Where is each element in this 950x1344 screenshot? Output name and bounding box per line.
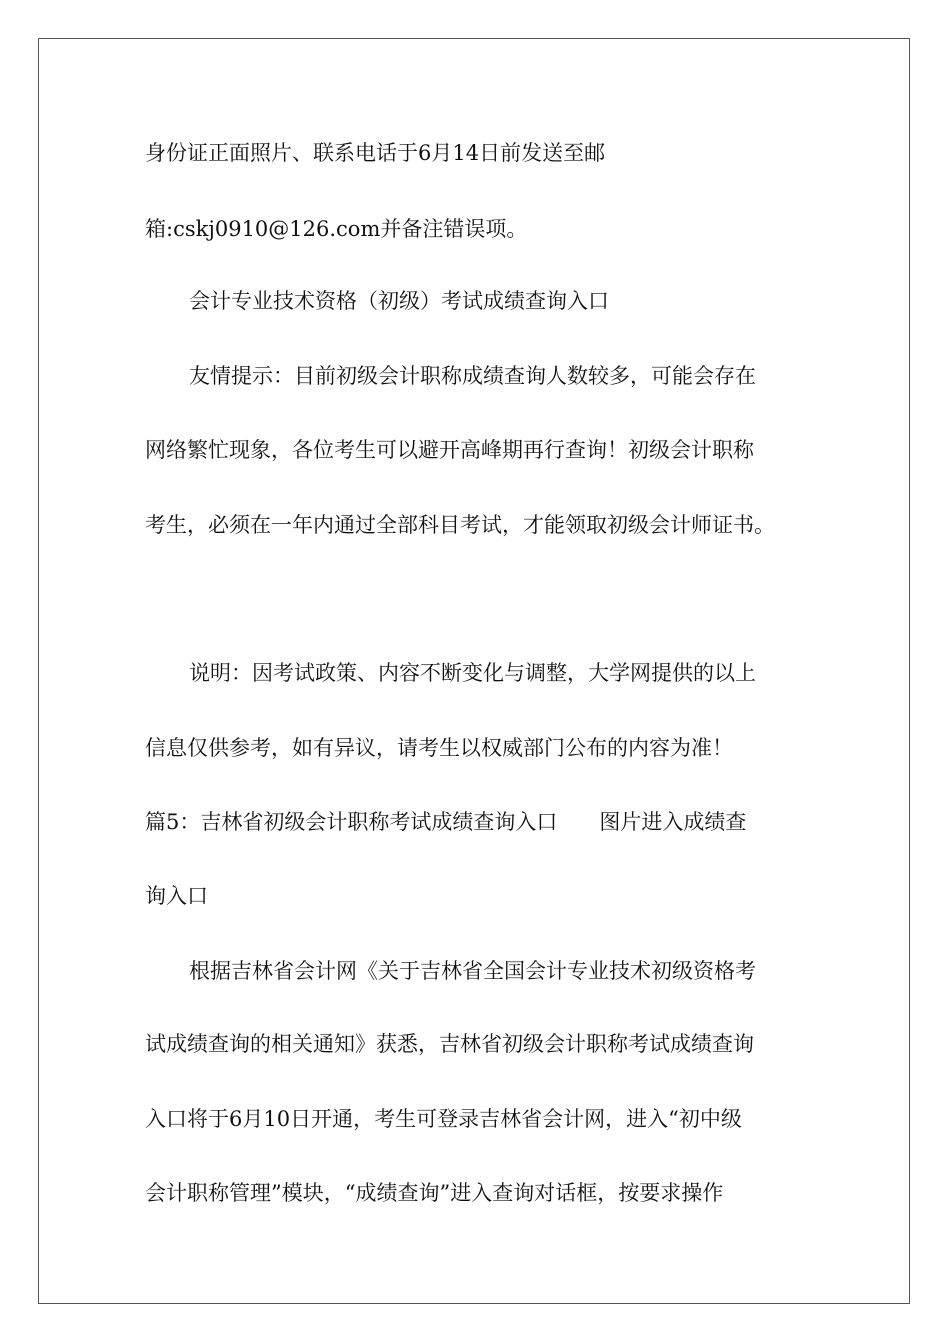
- text-line: 身份证正面照片、联系电话于6月14日前发送至邮: [145, 141, 606, 165]
- text-line: 入口将于6月10日开通，考生可登录吉林省会计网，进入“初中级: [145, 1107, 742, 1131]
- text-line: 考生，必须在一年内通过全部科目考试，才能领取初级会计师证书。: [145, 513, 775, 537]
- text-line: 询入口: [145, 884, 208, 908]
- section-heading: 篇5：吉林省初级会计职称考试成绩查询入口 图片进入成绩查: [145, 810, 747, 834]
- text-line: 友情提示：目前初级会计职称成绩查询人数较多，可能会存在: [189, 364, 756, 388]
- text-line: 会计专业技术资格（初级）考试成绩查询入口: [189, 289, 609, 313]
- text-line: 根据吉林省会计网《关于吉林省全国会计专业技术初级资格考: [189, 959, 756, 983]
- text-line: 网络繁忙现象，各位考生可以避开高峰期再行查询！初级会计职称: [145, 438, 754, 462]
- text-line: 试成绩查询的相关通知》获悉，吉林省初级会计职称考试成绩查询: [145, 1032, 754, 1056]
- text-line: 会计职称管理”模块，“成绩查询”进入查询对话框，按要求操作: [145, 1181, 724, 1205]
- text-line: 箱:cskj0910@126.com并备注错误项。: [145, 217, 528, 241]
- document-page: [38, 38, 910, 1304]
- text-line: 信息仅供参考，如有异议，请考生以权威部门公布的内容为准！: [145, 736, 733, 760]
- text-line: 说明：因考试政策、内容不断变化与调整，大学网提供的以上: [189, 661, 756, 685]
